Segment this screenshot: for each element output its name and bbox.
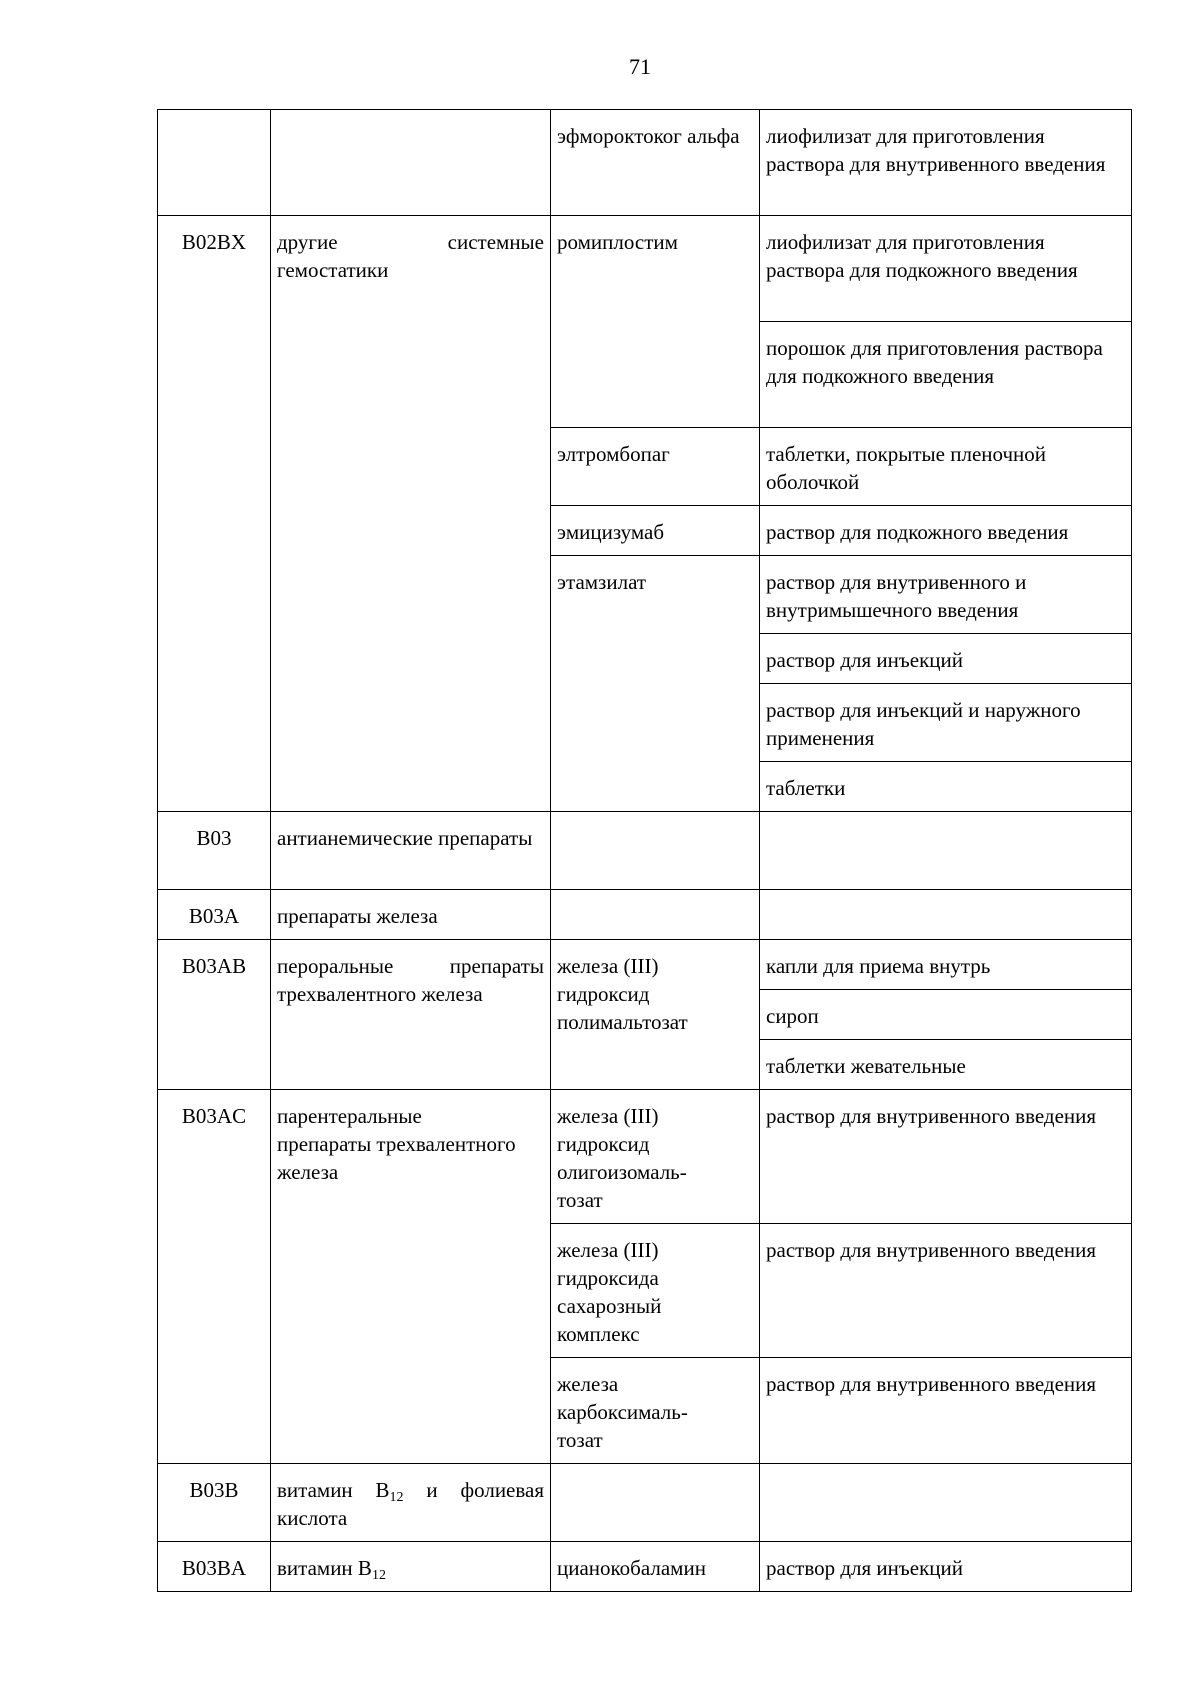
inn-cell: этамзилат	[551, 556, 760, 812]
table-row	[158, 1542, 1132, 1592]
dosage-form-cell: лиофилизат для приготовления раствора для внутривенного введения	[760, 110, 1132, 216]
atc-group-cell	[271, 216, 551, 812]
dosage-form-cell	[760, 1464, 1132, 1542]
atc-code-cell: B03BA	[158, 1542, 271, 1592]
inn-cell: железа (III) гидроксид полимальтозат	[551, 940, 760, 1090]
dosage-form-cell: таблетки жевательные	[760, 1040, 1132, 1090]
dosage-form-cell: раствор для внутривенного введения	[760, 1358, 1132, 1464]
inn-cell: железа карбоксималь-тозат	[551, 1358, 760, 1464]
inn-cell: цианокобаламин	[551, 1542, 760, 1592]
atc-code-cell	[158, 110, 271, 216]
dosage-form-cell: сироп	[760, 990, 1132, 1040]
dosage-form-cell: капли для приема внутрь	[760, 940, 1132, 990]
atc-code-cell: B03AB	[158, 940, 271, 1090]
atc-group-cell	[271, 110, 551, 216]
table-row	[158, 890, 1132, 940]
table-row	[158, 812, 1132, 890]
atc-group-cell: препараты железа	[271, 890, 551, 940]
atc-group-word: гемостатики	[277, 258, 389, 282]
inn-cell: эмицизумаб	[551, 506, 760, 556]
table-row	[158, 1464, 1132, 1542]
inn-cell	[551, 812, 760, 890]
page-number: 71	[629, 54, 651, 79]
inn-cell: ромиплостим	[551, 216, 760, 428]
atc-group-word: системные	[447, 230, 544, 254]
table-row	[158, 940, 1132, 990]
atc-group-word: другие	[277, 230, 338, 254]
dosage-form-cell: раствор для инъекций и наружного применения	[760, 684, 1132, 762]
dosage-form-cell: таблетки, покрытые пленочной оболочкой	[760, 428, 1132, 506]
dosage-form-cell	[760, 812, 1132, 890]
subscript-text: 12	[371, 1568, 386, 1583]
inn-cell: железа (III) гидроксид олигоизомаль-тозат	[551, 1090, 760, 1224]
dosage-form-cell: раствор для внутривенного введения	[760, 1224, 1132, 1358]
dosage-form-cell: лиофилизат для приготовления раствора для подкожного введения	[760, 216, 1132, 322]
table-row	[158, 1090, 1132, 1224]
atc-code-cell: B03A	[158, 890, 271, 940]
inn-cell: железа (III) гидроксида сахарозный комплекс	[551, 1224, 760, 1358]
dosage-form-cell: раствор для инъекций	[760, 1542, 1132, 1592]
atc-group-text: витамин B	[277, 1478, 390, 1502]
dosage-form-cell: раствор для инъекций	[760, 634, 1132, 684]
atc-code-cell: B03	[158, 812, 271, 890]
inn-cell: элтромбопаг	[551, 428, 760, 506]
inn-cell	[551, 890, 760, 940]
atc-code-cell: B03B	[158, 1464, 271, 1542]
dosage-form-cell: раствор для внутривенного введения	[760, 1090, 1132, 1224]
table-row	[158, 110, 1132, 216]
atc-group-cell: антианемические препараты	[271, 812, 551, 890]
dosage-form-cell: раствор для подкожного введения	[760, 506, 1132, 556]
drug-table	[157, 109, 1132, 1592]
inn-cell: эфмороктоког альфа	[551, 110, 760, 216]
atc-group-line	[277, 228, 544, 256]
inn-cell	[551, 1464, 760, 1542]
atc-group-text: и фолиевая кислота	[277, 1478, 544, 1530]
dosage-form-cell: таблетки	[760, 762, 1132, 812]
atc-code-cell: B03AC	[158, 1090, 271, 1464]
atc-group-cell	[271, 1464, 551, 1542]
subscript-text: 12	[389, 1490, 404, 1505]
dosage-form-cell: порошок для приготовления раствора для подкожного введения	[760, 322, 1132, 428]
atc-code-cell: B02BX	[158, 216, 271, 812]
atc-group-cell: пероральные препараты трехвалентного железа	[271, 940, 551, 1090]
atc-group-text: витамин B	[277, 1556, 372, 1580]
dosage-form-cell: раствор для внутривенного и внутримышечного введения	[760, 556, 1132, 634]
table-row	[158, 216, 1132, 322]
atc-group-cell: парентеральные препараты трехвалентного железа	[271, 1090, 551, 1464]
atc-group-cell	[271, 1542, 551, 1592]
dosage-form-cell	[760, 890, 1132, 940]
